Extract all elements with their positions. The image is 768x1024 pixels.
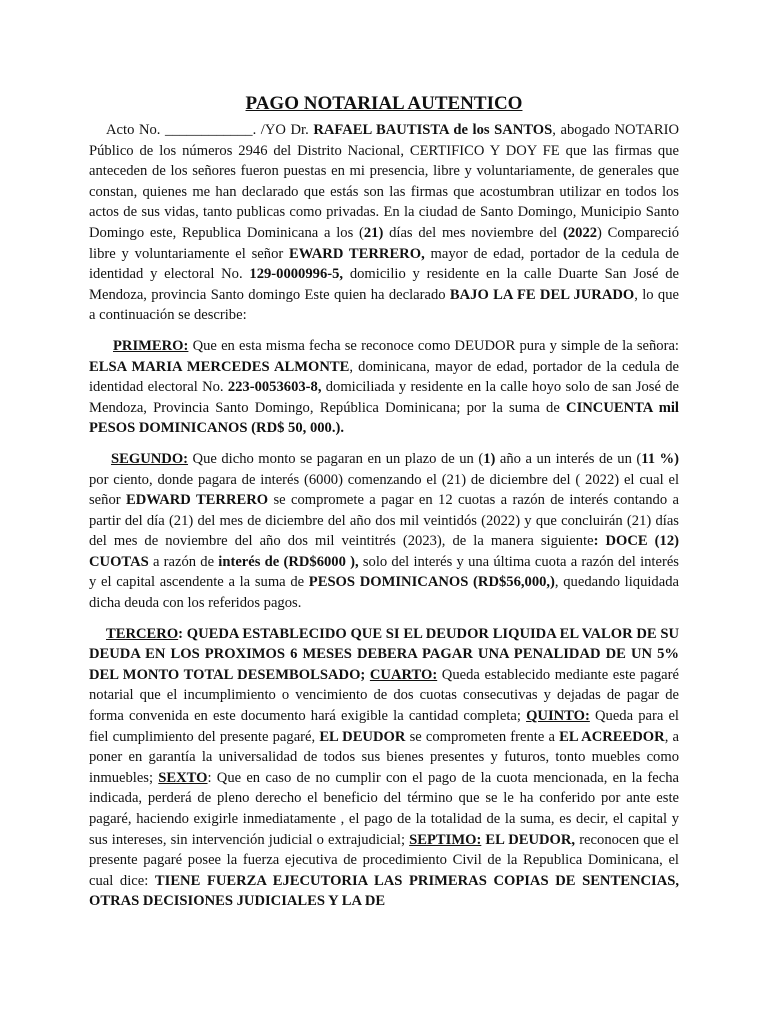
text: mayor de edad, portador de la cedula de identidad y electoral No. — [89, 245, 680, 283]
tercero-paragraph — [89, 624, 679, 912]
year-number: (2022 — [562, 224, 598, 241]
document-title: PAGO NOTARIAL AUTENTICO — [245, 93, 523, 114]
clause-heading: QUINTO: — [526, 708, 590, 725]
interest-rate: 11 %) — [641, 450, 679, 467]
debtor-name: EDWARD TERRERO — [125, 492, 269, 509]
oath-phrase: BAJO LA FE DEL JURADO — [449, 286, 635, 303]
text: días del mes noviembre del — [383, 224, 563, 241]
text: reconocen que el presente pagaré posee la fuerza ejecutiva de procedimiento Civil de la Republica Dominicana, el cual dice: — [89, 831, 679, 889]
text: Que en esta misma fecha se reconoce como DEUDOR pura y simple de la señora: — [188, 337, 679, 354]
total-amount: PESOS DOMINICANOS (RD$56,000,) — [308, 574, 555, 591]
text: Acto No. ____________. /YO Dr. — [106, 122, 314, 138]
installments: : DOCE (12) CUOTAS — [89, 533, 679, 570]
debtor-name: EWARD TERRERO, — [289, 245, 425, 262]
party-debtor: EL DEUDOR, — [485, 831, 576, 848]
intro-paragraph — [89, 120, 679, 326]
interest-amount: interés de (RD$6000 ), — [218, 553, 359, 570]
clause-heading: TERCERO — [106, 625, 179, 642]
clause-heading: SEGUNDO: — [111, 450, 189, 467]
party-creditor: EL ACREEDOR — [559, 728, 665, 745]
text: domicilio y residente en la calle Duarte San José de Mendoza, provincia Santo domingo Este quien ha declarado — [89, 266, 679, 303]
text: Queda para el fiel cumplimiento del presente pagaré, — [89, 708, 679, 745]
penalty-clause: : QUEDA ESTABLECIDO QUE SI EL DEUDOR LIQUIDA EL VALOR DE SU DEUDA EN LOS PROXIMOS 6 MESES DEBERA PAGAR UNA PENALIDAD DE UN 5% DEL MONTO TOTAL DESEMBOLSADO; — [89, 625, 679, 683]
text: ) Compareció libre y voluntariamente el señor — [89, 224, 679, 262]
clause-heading: PRIMERO: — [113, 337, 189, 354]
notary-name: RAFAEL BAUTISTA de los SANTOS — [313, 122, 553, 138]
text: año a un interés de un ( — [495, 450, 642, 467]
creditor-name: ELSA MARIA MERCEDES ALMONTE — [89, 358, 350, 375]
day-number: 21) — [363, 224, 384, 241]
text: solo del interés y una última cuota a razón del interés y el capital ascendente a la suma de — [89, 553, 679, 591]
text: , dominicana, mayor de edad, portador de la cedula de identidad electoral No. — [89, 358, 679, 396]
text: por ciento, donde pagara de interés (6000) comenzando el (21) de diciembre del ( 2022) el cual el señor — [89, 471, 679, 509]
text: Queda establecido mediante este pagaré notarial que el incumplimiento o vencimiento de dos cuotas consecutivas y dejadas de pagar de forma convenida en este documento hará exigible la cantidad completa; — [89, 666, 679, 725]
text: Que dicho monto se pagaran en un plazo de un ( — [188, 450, 484, 467]
loan-amount: CINCUENTA mil PESOS DOMINICANOS (RD$ 50, 000.). — [89, 399, 679, 437]
text: se comprometen frente a — [405, 728, 560, 745]
text: , abogado NOTARIO Público de los números 2946 del Distrito Nacional, CERTIFICO Y DOY FE que las firmas que anteceden de los señores fueron puestas en mi presencia, libre y voluntariamente, de generales que constan, quienes me han declarado que estás son las firmas que acostumbran utilizar en todos los actos de sus vidas, tanto publicas como privadas. En la ciudad de Santo Domingo, Municipio Santo Domingo este, Republica Dominicana a los ( — [89, 122, 680, 241]
clause-heading: SEPTIMO: — [409, 831, 482, 848]
text: , a poner en garantía la universalidad de todos sus bienes presentes y futuros, tonto muebles como inmuebles; — [89, 728, 679, 786]
text: domiciliada y residente en la calle hoyo solo de san José de Mendoza, Provincia Santo Domingo, República Dominicana; por la suma de — [89, 379, 679, 416]
text: , lo que a continuación se describe: — [89, 286, 679, 324]
text: , quedando liquidada dicha deuda con los referidos pagos. — [89, 574, 679, 612]
clause-heading: CUARTO: — [369, 666, 438, 683]
segundo-paragraph — [89, 449, 679, 614]
party-debtor: EL DEUDOR — [319, 728, 406, 745]
cedula-number: 129-0000996-5, — [249, 266, 344, 283]
legal-quote: TIENE FUERZA EJECUTORIA LAS PRIMERAS COPIAS DE SENTENCIAS, OTRAS DECISIONES JUDICIALES Y LA DE — [89, 872, 680, 910]
text: a razón de — [148, 553, 219, 570]
primero-paragraph — [89, 336, 679, 439]
term-years: 1) — [483, 450, 496, 467]
text: se compromete a pagar en 12 cuotas a razón de interés contando a partir del día (21) del mes de diciembre del año dos mil veintidós (2022) y que concluirán (21) días del mes de noviembre del año dos mil veintitrés (2023), de la manera siguiente — [89, 492, 679, 550]
cedula-number: 223-0053603-8, — [227, 379, 322, 396]
document-page — [89, 92, 679, 922]
text: : Que en caso de no cumplir con el pago de la cuota mencionada, en la fecha indicada, perderá de pleno derecho el beneficio del término que se le ha conferido por ante este pagaré, haciendo exigirle inmediatamente , el pago de la totalidad de la suma, es decir, el capital y sus intereses, sin intervención judicial o extrajudicial; — [89, 769, 679, 848]
clause-heading: SEXTO — [158, 769, 208, 786]
